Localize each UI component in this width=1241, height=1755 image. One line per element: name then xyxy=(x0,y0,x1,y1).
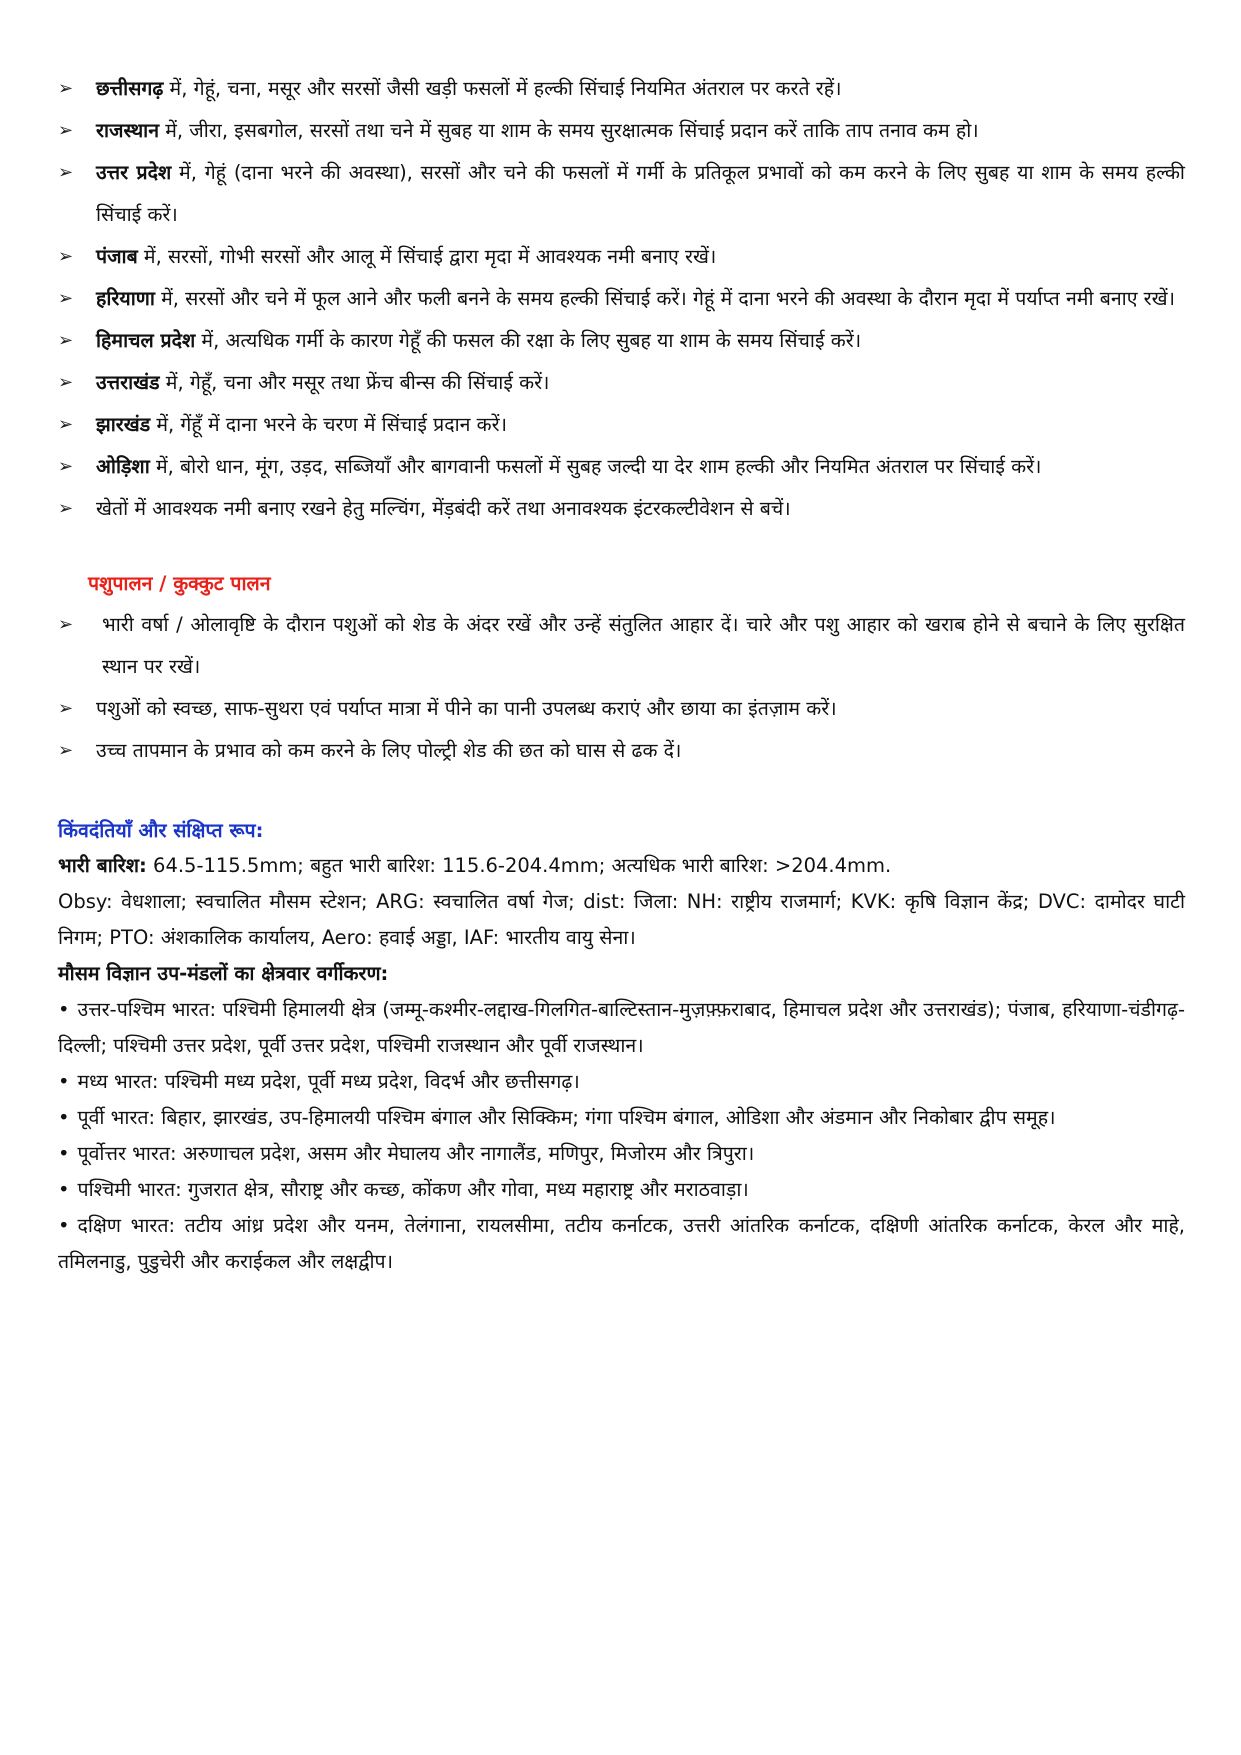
region-name: ओड़िशा xyxy=(96,455,150,478)
list-item xyxy=(58,446,1185,488)
legend-section xyxy=(58,814,1185,1280)
region-name: झारखंड xyxy=(96,413,151,436)
arrow-bullet-icon: ➢ xyxy=(58,414,74,435)
region-name: हिमाचल प्रदेश xyxy=(96,329,196,352)
arrow-bullet-icon: ➢ xyxy=(58,456,74,477)
subdivision-title: मौसम विज्ञान उप-मंडलों का क्षेत्रवार वर्गीकरण: xyxy=(58,962,389,985)
region-name: हरियाणा xyxy=(96,287,155,310)
list-item xyxy=(58,1172,1185,1208)
arrow-bullet-icon: ➢ xyxy=(58,330,74,351)
rain-categories xyxy=(58,848,1185,884)
subdivision-text: पूर्वी भारत: बिहार, झारखंड, उप-हिमालयी पश्चिम बंगाल और सिक्किम; गंगा पश्चिम बंगाल, ओडिशा और अंडमान और निकोबार द्वीप समूह। xyxy=(77,1106,1056,1129)
advisory-text: में, गेहूं, चना, मसूर और सरसों जैसी खड़ी फसलों में हल्की सिंचाई नियमित अंतराल पर करते रहें। xyxy=(163,77,842,100)
region-name: राजस्थान xyxy=(96,119,160,142)
bullet-icon: • xyxy=(58,1106,70,1129)
bullet-icon: • xyxy=(58,1214,70,1237)
list-item xyxy=(58,992,1185,1064)
advisory-text: में, गेहूँ, चना और मसूर तथा फ्रेंच बीन्स की सिंचाई करें। xyxy=(159,371,550,394)
advisory-text: खेतों में आवश्यक नमी बनाए रखने हेतु मल्चिंग, मेंड़बंदी करें तथा अनावश्यक इंटरकल्टीवेशन से बचें। xyxy=(96,497,791,520)
list-item xyxy=(58,604,1185,688)
arrow-bullet-icon: ➢ xyxy=(58,698,74,719)
list-item xyxy=(58,362,1185,404)
arrow-bullet-icon: ➢ xyxy=(58,288,74,309)
advisory-text: में, बोरो धान, मूंग, उड़द, सब्जियाँ और बागवानी फसलों में सुबह जल्दी या देर शाम हल्की और नियमित अंतराल पर सिंचाई करें। xyxy=(149,455,1042,478)
advisory-text: पशुओं को स्वच्छ, साफ-सुथरा एवं पर्याप्त मात्रा में पीने का पानी उपलब्ध कराएं और छाया का इंतज़ाम करें। xyxy=(96,697,837,720)
subdivision-text: दक्षिण भारत: तटीय आंध्र प्रदेश और यनम, तेलंगाना, रायलसीमा, तटीय कर्नाटक, उत्तरी आंतरिक कर्नाटक, दक्षिणी आंतरिक कर्नाटक, केरल और माहे, तमिलनाडु, पुडुचेरी और कराईकल और लक्षद्वीप। xyxy=(58,1214,1185,1273)
list-item xyxy=(58,236,1185,278)
region-name: उत्तर प्रदेश xyxy=(96,161,172,184)
arrow-bullet-icon: ➢ xyxy=(58,246,74,267)
subdivision-text: उत्तर-पश्चिम भारत: पश्चिमी हिमालयी क्षेत्र (जम्मू-कश्मीर-लद्दाख-गिलगित-बाल्टिस्तान-मुज़फ़्फ़राबाद, हिमाचल प्रदेश और उत्तराखंड); पंजाब, हरियाणा-चंडीगढ़-दिल्ली; पश्चिमी उत्तर प्रदेश, पूर्वी उत्तर प्रदेश, पश्चिमी राजस्थान और पूर्वी राजस्थान। xyxy=(58,998,1185,1057)
list-item xyxy=(58,152,1185,236)
livestock-section-title: पशुपालन / कुक्कुट पालन xyxy=(88,572,271,595)
arrow-bullet-icon: ➢ xyxy=(58,614,74,635)
advisory-text: में, अत्यधिक गर्मी के कारण गेहूँ की फसल की रक्षा के लिए सुबह या शाम के समय सिंचाई करें। xyxy=(195,329,862,352)
advisory-text: उच्च तापमान के प्रभाव को कम करने के लिए पोल्ट्री शेड की छत को घास से ढक दें। xyxy=(96,739,682,762)
list-item xyxy=(58,688,1185,730)
arrow-bullet-icon: ➢ xyxy=(58,78,74,99)
advisory-text: में, गेंहूँ में दाना भरने के चरण में सिंचाई प्रदान करें। xyxy=(150,413,507,436)
bullet-icon: • xyxy=(58,1070,70,1093)
region-name: उत्तराखंड xyxy=(96,371,160,394)
list-item xyxy=(58,1100,1185,1136)
advisory-text: में, सरसों, गोभी सरसों और आलू में सिंचाई द्वारा मृदा में आवश्यक नमी बनाए रखें। xyxy=(137,245,717,268)
list-item xyxy=(58,488,1185,530)
advisory-text: भारी वर्षा / ओलावृष्टि के दौरान पशुओं को शेड के अंदर रखें और उन्हें संतुलित आहार दें। चारे और पशु आहार को खराब होने से बचाने के लिए सुरक्षित स्थान पर रखें। xyxy=(102,613,1185,678)
abbreviations: Obsy: वेधशाला; स्वचालित मौसम स्टेशन; ARG: स्वचालित वर्षा गेज; dist: जिला: NH: राष्ट्रीय राजमार्ग; KVK: कृषि विज्ञान केंद्र; DVC: दामोदर घाटी निगम; PTO: अंशकालिक कार्यालय, Aero: हवाई अड्डा, IAF: भारतीय वायु सेना। xyxy=(58,890,1185,949)
bullet-icon: • xyxy=(58,1142,70,1165)
advisory-text: में, सरसों और चने में फूल आने और फली बनने के समय हल्की सिंचाई करें। गेहूं में दाना भरने की अवस्था के दौरान मृदा में पर्याप्त नमी बनाए रखें। xyxy=(154,287,1175,310)
list-item xyxy=(58,110,1185,152)
subdivision-text: मध्य भारत: पश्चिमी मध्य प्रदेश, पूर्वी मध्य प्रदेश, विदर्भ और छत्तीसगढ़। xyxy=(77,1070,580,1093)
list-item xyxy=(58,1136,1185,1172)
region-name: पंजाब xyxy=(96,245,138,268)
list-item xyxy=(58,1208,1185,1280)
list-item xyxy=(58,1064,1185,1100)
list-item xyxy=(58,320,1185,362)
subdivision-text: पूर्वोत्तर भारत: अरुणाचल प्रदेश, असम और मेघालय और नागालैंड, मणिपुर, मिजोरम और त्रिपुरा। xyxy=(77,1142,755,1165)
subdivision-text: पश्चिमी भारत: गुजरात क्षेत्र, सौराष्ट्र और कच्छ, कोंकण और गोवा, मध्य महाराष्ट्र और मराठवाड़ा। xyxy=(77,1178,749,1201)
arrow-bullet-icon: ➢ xyxy=(58,372,74,393)
rain-label: भारी बारिश: xyxy=(58,854,147,877)
rain-text: 64.5-115.5mm; बहुत भारी बारिश: 115.6-204.4mm; अत्यधिक भारी बारिश: >204.4mm. xyxy=(146,854,892,877)
list-item xyxy=(58,404,1185,446)
list-item xyxy=(58,730,1185,772)
region-name: छत्तीसगढ़ xyxy=(96,77,164,100)
list-item xyxy=(58,278,1185,320)
livestock-advisory-list xyxy=(58,604,1185,772)
bullet-icon: • xyxy=(58,998,70,1021)
legend-title: किंवदंतियाँ और संक्षिप्त रूप: xyxy=(58,819,264,842)
list-item xyxy=(58,68,1185,110)
advisory-text: में, जीरा, इसबगोल, सरसों तथा चने में सुबह या शाम के समय सुरक्षात्मक सिंचाई प्रदान करें ताकि ताप तनाव कम हो। xyxy=(159,119,979,142)
arrow-bullet-icon: ➢ xyxy=(58,162,74,183)
arrow-bullet-icon: ➢ xyxy=(58,498,74,519)
crop-advisory-list xyxy=(58,68,1185,530)
advisory-text: में, गेहूं (दाना भरने की अवस्था), सरसों और चने की फसलों में गर्मी के प्रतिकूल प्रभावों को कम करने के लिए सुबह या शाम के समय हल्की सिंचाई करें। xyxy=(96,161,1185,226)
arrow-bullet-icon: ➢ xyxy=(58,740,74,761)
bullet-icon: • xyxy=(58,1178,70,1201)
arrow-bullet-icon: ➢ xyxy=(58,120,74,141)
